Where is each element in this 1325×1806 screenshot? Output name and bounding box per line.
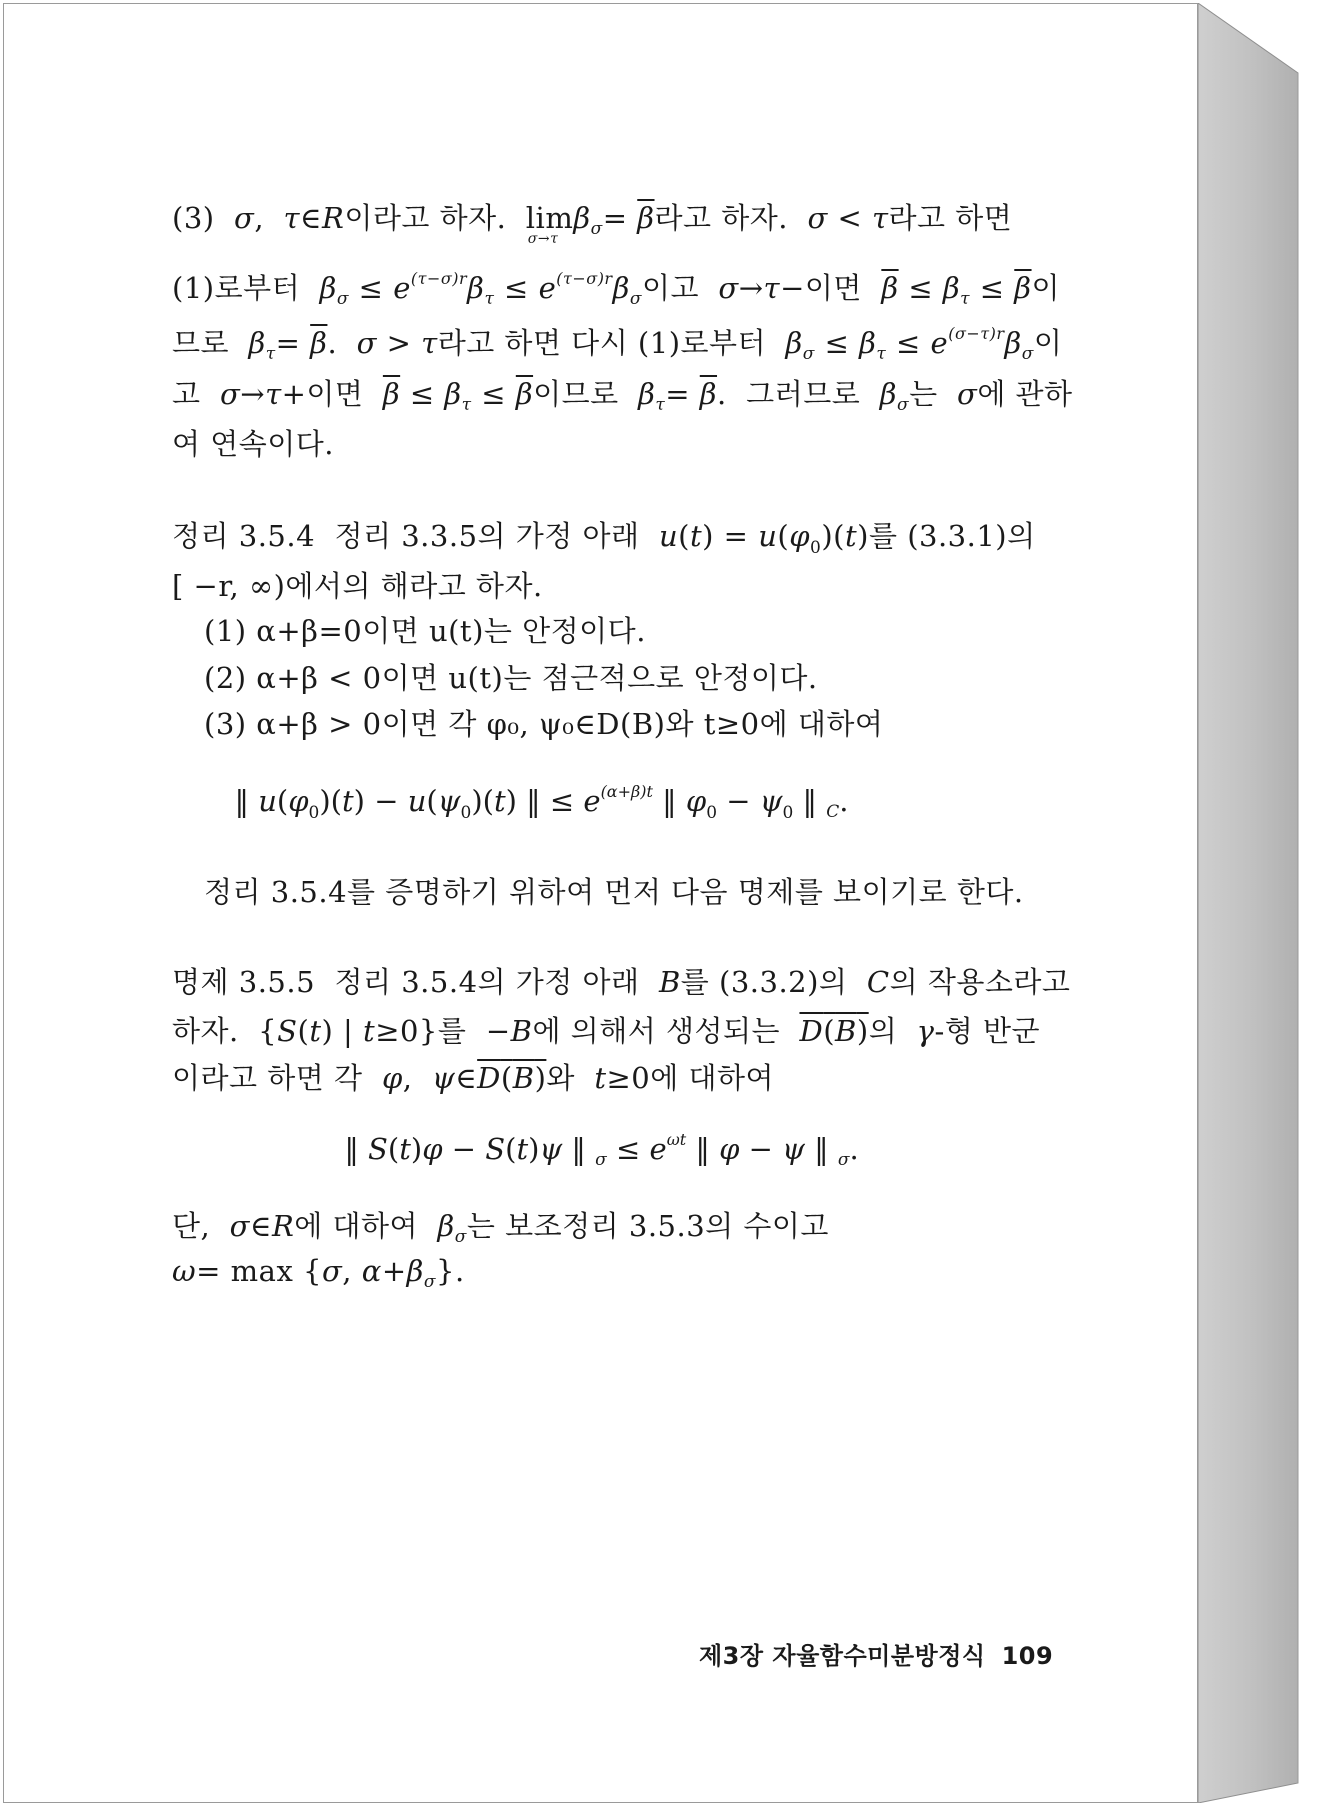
chapter-title: 제3장 자율함수미분방정식 bbox=[699, 1642, 986, 1670]
proposition-line2: 하자. {S(t) | t≥0}를 −B에 의해서 생성되는 D(B)의 γ-형 반군 bbox=[172, 1014, 1041, 1048]
proposition-formula: ‖ S(t)φ − S(t)ψ ‖ $_\sigma \le e^{\omega t}$ ‖ φ − ψ ‖ $_\sigma$. bbox=[344, 1130, 859, 1170]
theorem-label: 정리 3.5.4 bbox=[172, 519, 316, 553]
para3-line2: (1)로부터 $\beta_\sigma \le e^{(\tau-\sigma)r}\beta_\tau \le e^{(\tau-\sigma)r}\beta_\sigma$이고 σ→τ−이면 $\overline{\beta} \le \beta_\tau \le \overline{\beta}$이 bbox=[172, 269, 1061, 309]
intro-sentence: 정리 3.5.4를 증명하기 위하여 먼저 다음 명제를 보이기로 한다. bbox=[204, 875, 1024, 909]
book-page bbox=[3, 3, 1198, 1803]
theorem-line1: 정리 3.5.4 정리 3.3.5의 가정 아래 $u(t) = u(\varphi_0)(t)$를 (3.3.1)의 bbox=[172, 519, 1036, 558]
theorem-line2: [ −r, ∞)에서의 해라고 하자. bbox=[172, 569, 543, 603]
proposition-label: 명제 3.5.5 bbox=[172, 965, 316, 999]
page-footer bbox=[699, 1636, 1053, 1671]
closing-line2: ω= max {σ, $\alpha+\beta_\sigma$}. bbox=[172, 1254, 465, 1292]
book-edge bbox=[1198, 3, 1322, 1803]
para3-line5: 여 연속이다. bbox=[172, 427, 335, 461]
theorem-formula: ‖ $u(\varphi_0)(t) - u(\psi_0)(t)$ ‖ ≤ $e^{(\alpha+\beta)t}$ ‖ $\varphi_0 - \psi_0$ ‖ $_C$. bbox=[234, 782, 849, 823]
theorem-item-3: (3) α+β > 0이면 각 φ₀, ψ₀∈D(B)와 t≥0에 대하여 bbox=[204, 707, 884, 741]
theorem-item-1: (1) α+β=0이면 u(t)는 안정이다. bbox=[204, 614, 646, 648]
closing-line1: 단, σ∈R에 대하여 $\beta_\sigma$는 보조정리 3.5.3의 수이고 bbox=[172, 1209, 829, 1247]
page-number: 109 bbox=[1001, 1642, 1054, 1670]
para3-line1: (3) σ, τ∈R이라고 하자. lim σ→τ $\beta_\sigma= \overline{\beta}$라고 하자. σ < τ라고 하면 bbox=[172, 201, 1013, 247]
para3-line3: 므로 $\beta_\tau= \overline{\beta}$. σ > τ라고 하면 다시 (1)로부터 $\beta_\sigma \le \beta_\tau \le e^{(\sigma-\tau)r}\beta_\sigma$이 bbox=[172, 324, 1063, 364]
proposition-line1: 명제 3.5.5 정리 3.5.4의 가정 아래 B를 (3.3.2)의 C의 작용소라고 bbox=[172, 965, 1071, 999]
lim-subscript: σ→τ bbox=[527, 231, 559, 247]
theorem-item-2: (2) α+β < 0이면 u(t)는 점근적으로 안정이다. bbox=[204, 661, 818, 695]
proposition-line3: 이라고 하면 각 φ, ψ∈D(B)와 t≥0에 대하여 bbox=[172, 1061, 775, 1095]
para3-line4: 고 σ→τ+이면 $\overline{\beta} \le \beta_\tau \le \overline{\beta}$이므로 $\beta_\tau= \overline{\beta}$. 그러므로 $\beta_\sigma$는 σ에 관하 bbox=[172, 377, 1073, 415]
